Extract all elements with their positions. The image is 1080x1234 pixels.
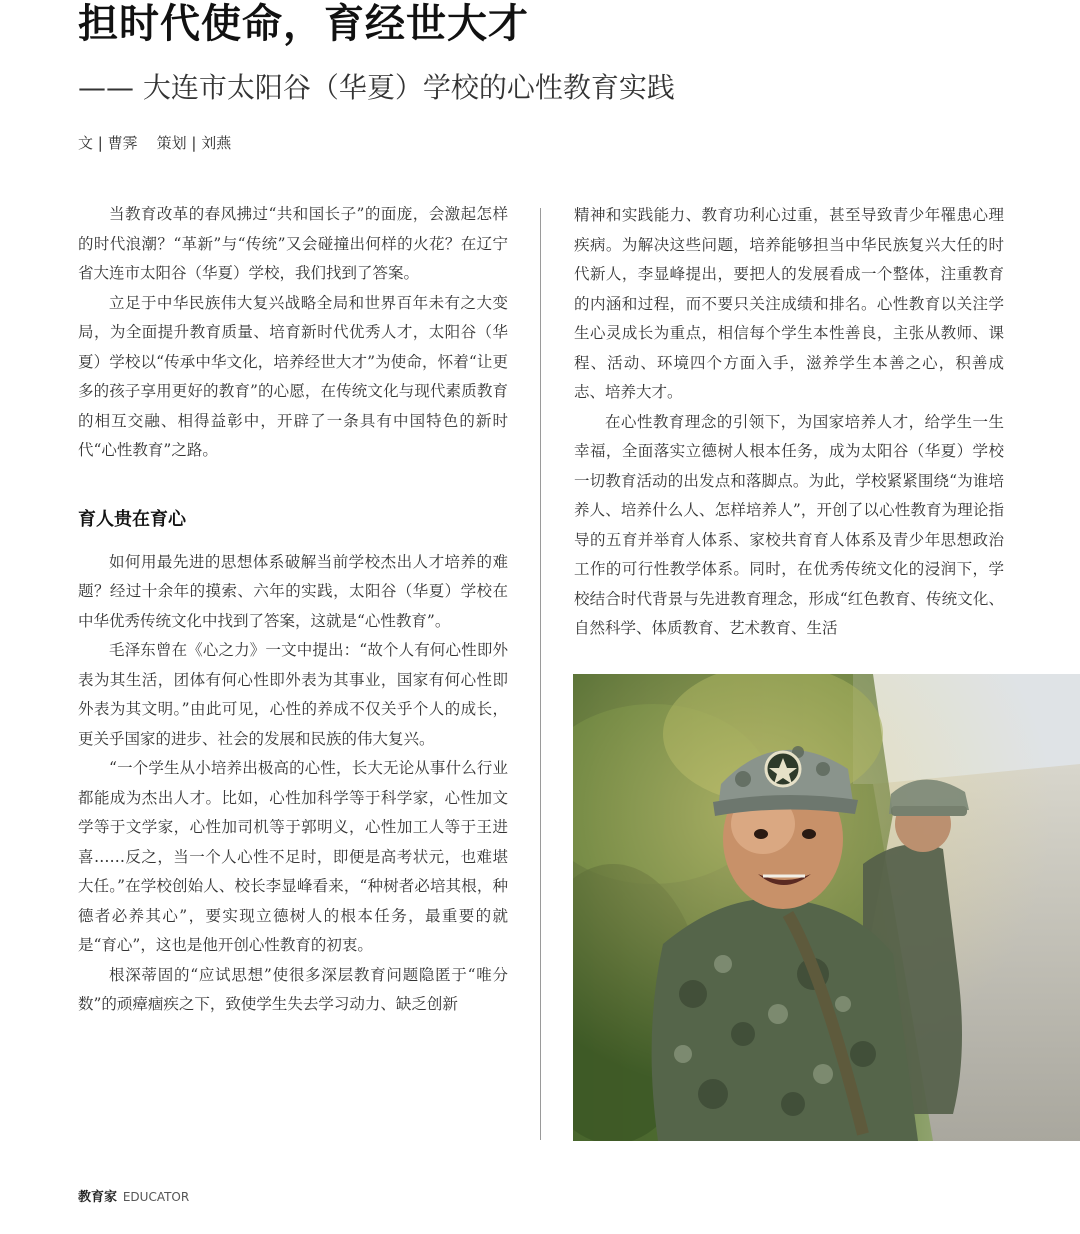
article-photo xyxy=(573,674,1080,1141)
page-footer xyxy=(78,1186,189,1205)
photo-children-camouflage xyxy=(573,674,1080,1141)
footer-brand: 教育家 xyxy=(78,1190,118,1205)
paragraph: “一个学生从小培养出极高的心性，长大无论从事什么行业都能成为杰出人才。比如，心性加科学等于科学家，心性加文学等于文学家，心性加司机等于郭明义，心性加工人等于王进喜……反之，当一个人心性不足时，即便是高考状元，也难堪大任。”在学校创始人、校长李显峰看来，“种树者必培其根，种德者必养其心”，要实现立德树人的根本任务，最重要的就是“育心”，这也是他开创心性教育的初衷。 xyxy=(78,759,508,954)
byline: 文 | 曹霁 策划 | 刘燕 xyxy=(78,134,232,152)
left-column xyxy=(78,200,508,1020)
paragraph: 在心性教育理念的引领下，为国家培养人才，给学生一生幸福，全面落实立德树人根本任务，成为太阳谷（华夏）学校一切教育活动的出发点和落脚点。为此，学校紧紧围绕“为谁培养人、培养什么人、怎样培养人”，开创了以心性教育为理论指导的五育并举育人体系、家校共育育人体系及青少年思想政治工作的可行性教学体系。同时，在优秀传统文化的浸润下，学校结合时代背景与先进教育理念，形成“红色教育、传统文化、自然科学、体质教育、艺术教育、生活 xyxy=(574,412,1004,637)
paragraph: 立足于中华民族伟大复兴战略全局和世界百年未有之大变局，为全面提升教育质量、培育新时代优秀人才，太阳谷（华夏）学校以“传承中华文化，培养经世大才”为使命，怀着“让更多的孩子享用更好的教育”的心愿，在传统文化与现代素质教育的相互交融、相得益彰中，开辟了一条具有中国特色的新时代“心性教育”之路。 xyxy=(78,293,508,459)
paragraph: 当教育改革的春风拂过“共和国长子”的面庞，会激起怎样的时代浪潮？“革新”与“传统”又会碰撞出何样的火花？在辽宁省大连市太阳谷（华夏）学校，我们找到了答案。 xyxy=(78,205,508,282)
article-title: 担时代使命，育经世大才 xyxy=(78,1,529,47)
paragraph: 精神和实践能力、教育功利心过重，甚至导致青少年罹患心理疾病。为解决这些问题，培养能够担当中华民族复兴大任的时代新人，李显峰提出，要把人的发展看成一个整体，注重教育的内涵和过程，而不要只关注成绩和排名。心性教育以关注学生心灵成长为重点，相信每个学生本性善良，主张从教师、课程、活动、环境四个方面入手，滋养学生本善之心，积善成志、培养大才。 xyxy=(574,206,1004,401)
paragraph: 如何用最先进的思想体系破解当前学校杰出人才培养的难题？经过十余年的摸索、六年的实践，太阳谷（华夏）学校在中华优秀传统文化中找到了答案，这就是“心性教育”。 xyxy=(78,552,508,630)
article-subtitle: —— 大连市太阳谷（华夏）学校的心性教育实践 xyxy=(78,71,675,104)
right-column xyxy=(574,201,1004,644)
section-heading: 育人贵在育心 xyxy=(78,508,186,530)
paragraph: 根深蒂固的“应试思想”使很多深层教育问题隐匿于“唯分数”的顽瘴痼疾之下，致使学生失去学习动力、缺乏创新 xyxy=(78,965,508,1013)
footer-brand-en: EDUCATOR xyxy=(122,1190,190,1204)
column-divider xyxy=(540,208,541,1140)
paragraph: 毛泽东曾在《心之力》一文中提出：“故个人有何心性即外表为其生活，团体有何心性即外表为其事业，国家有何心性即外表为其文明。”由此可见，心性的养成不仅关乎个人的成长，更关乎国家的进步、社会的发展和民族的伟大复兴。 xyxy=(78,641,508,748)
